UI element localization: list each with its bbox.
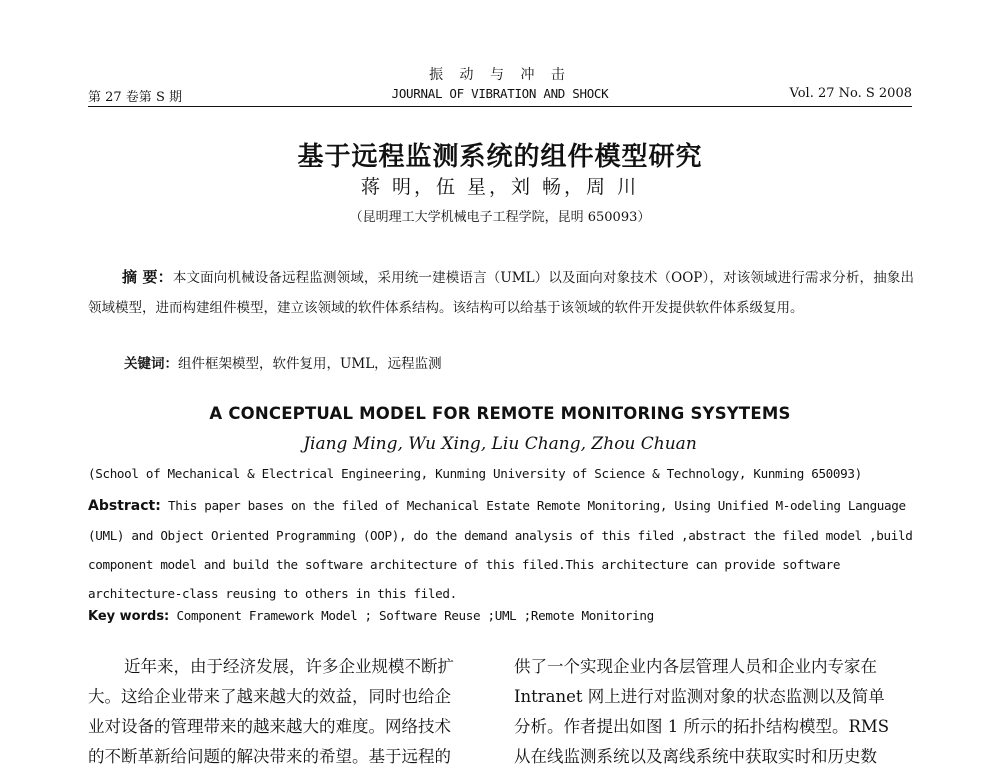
- authors-cn: 蒋 明，伍 星，刘 畅，周 川: [360, 176, 640, 198]
- affiliation-cn: （昆明理工大学机械电子工程学院，昆明 650093）: [349, 210, 651, 225]
- journal-name-en: JOURNAL OF VIBRATION AND SHOCK: [391, 86, 609, 101]
- abstract-cn-text: 本文面向机械设备远程监测领域，采用统一建模语言（UML）以及面向对象技术（OOP），对该领域进行需求分析，抽象出领域模型，进而构建组件模型，建立该领域的软件体系结构。该结构可以给基于该领域的软件开发提供软件体系级复用。: [88, 270, 914, 316]
- header-rule: [88, 106, 912, 107]
- body-line: 的不断革新给问题的解决带来的希望。基于远程的: [88, 747, 451, 766]
- keywords-cn: [124, 352, 442, 372]
- body-line: Intranet 网上进行对监测对象的状态监测以及简单: [514, 687, 885, 706]
- paper-title-en: A CONCEPTUAL MODEL FOR REMOTE MONITORING SYSYTEMS: [209, 404, 791, 423]
- body-line: 从在线监测系统以及离线系统中获取实时和历史数: [514, 747, 877, 766]
- abstract-en-label: Abstract:: [88, 498, 161, 514]
- keywords-cn-label: 关键词：: [124, 356, 178, 372]
- journal-name-cn: 振 动 与 冲 击: [429, 67, 571, 83]
- volume-cn: 第 27 卷第 S 期: [88, 90, 182, 105]
- abstract-en-line: (UML) and Object Oriented Programming (OOP), do the demand analysis of this filed ,abstract the filed model ,build: [88, 528, 913, 543]
- affiliation-en: (School of Mechanical & Electrical Engineering, Kunming University of Science & Technology, Kunming 650093): [88, 466, 862, 481]
- body-column-left: [88, 652, 488, 772]
- abstract-cn: [88, 262, 914, 323]
- body-line: 近年来，由于经济发展，许多企业规模不断扩: [124, 657, 454, 676]
- body-line: 业对设备的管理带来的越来越大的难度。网络技术: [88, 717, 451, 736]
- abstract-cn-label: 摘 要：: [122, 268, 173, 286]
- paper-title-cn: 基于远程监测系统的组件模型研究: [297, 142, 703, 172]
- volume-en: Vol. 27 No. S 2008: [789, 86, 912, 101]
- keywords-en: [88, 608, 654, 624]
- running-header: [88, 86, 912, 106]
- abstract-en-line: Abstract: This paper bases on the filed of Mechanical Estate Remote Monitoring, Using Unified M-odeling Language: [88, 498, 906, 514]
- abstract-en-line: architecture-class reusing to others in this filed.: [88, 586, 457, 601]
- abstract-en: [88, 491, 914, 608]
- keywords-en-label: Key words:: [88, 609, 170, 624]
- keywords-cn-text: 组件框架模型，软件复用，UML，远程监测: [178, 356, 442, 372]
- keywords-en-text: Component Framework Model ; Software Reuse ;UML ;Remote Monitoring: [169, 608, 654, 623]
- body-column-right: [514, 652, 914, 772]
- abstract-en-line: component model and build the software architecture of this filed.This architecture can provide software: [88, 557, 841, 572]
- body-line: 分析。作者提出如图 1 所示的拓扑结构模型。RMS: [514, 717, 890, 736]
- body-line: 大。这给企业带来了越来越大的效益，同时也给企: [88, 687, 451, 706]
- body-line: 供了一个实现企业内各层管理人员和企业内专家在: [514, 657, 877, 676]
- authors-en: Jiang Ming, Wu Xing, Liu Chang, Zhou Chuan: [303, 434, 697, 454]
